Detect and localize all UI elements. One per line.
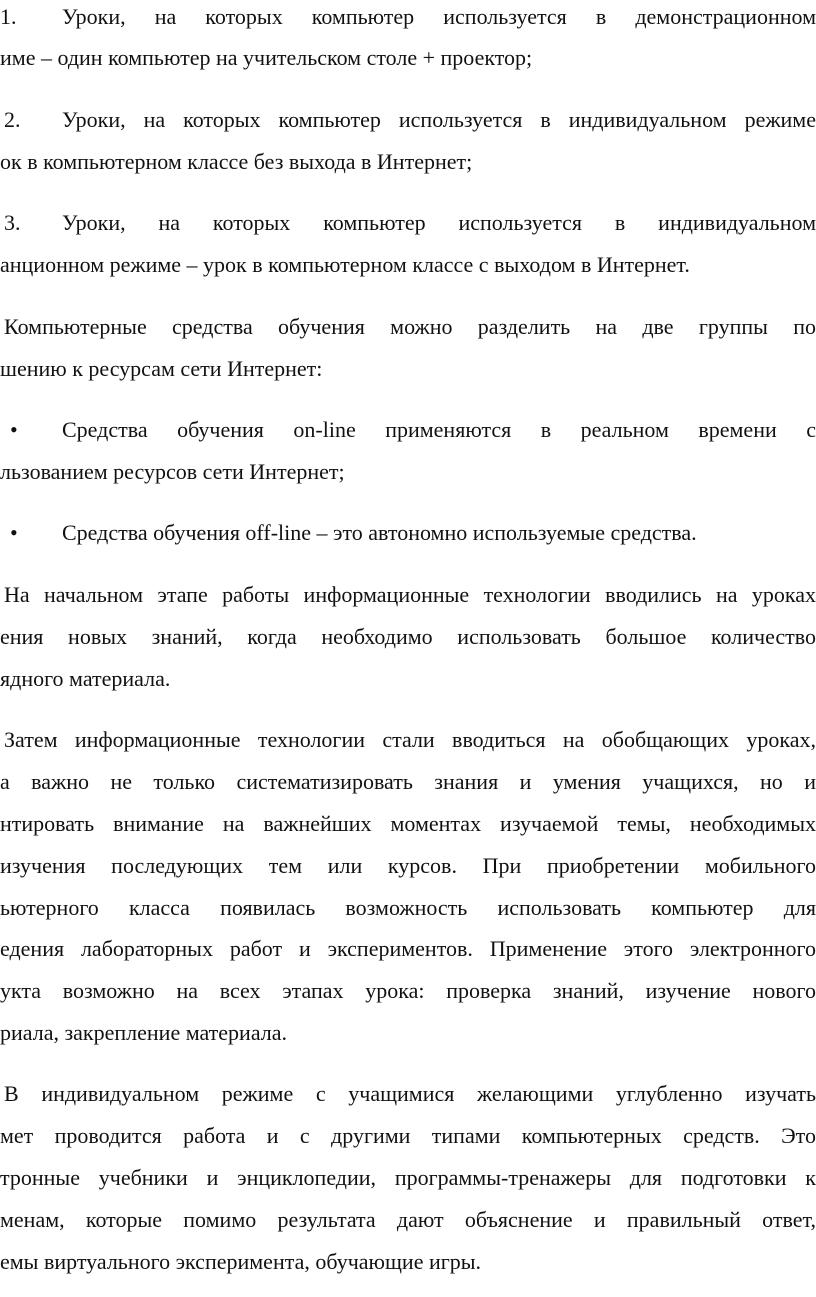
item-2-text-1: Уроки, на которых компьютер используется в индивидуальном режиме xyxy=(62,107,816,132)
para-individual-line-2: мет проводится работа и с другими типами компьютерных средств. Это xyxy=(0,1123,816,1148)
para-initial-line-3: ядного материала. xyxy=(0,666,171,691)
item-1-line-2: име – один компьютер на учительском столе + проектор; xyxy=(0,45,533,70)
para-then-line-7: укта возможно на всех этапах урока: проверка знаний, изучение нового xyxy=(0,978,816,1003)
item-1-text-1: Уроки, на которых компьютер используется в демонстрационном xyxy=(62,4,816,29)
para-then-line-8: риала, закрепление материала. xyxy=(0,1020,288,1045)
bullet-offline-line-1 xyxy=(0,516,816,550)
para-initial-line-1: На начальном этапе работы информационные технологии вводились на уроках xyxy=(4,582,816,607)
para-individual-line-1: В индивидуальном режиме с учащимися желающими углубленно изучать xyxy=(4,1081,816,1106)
item-2-line-1 xyxy=(0,103,816,137)
para-then-line-2: а важно не только систематизировать знания и умения учащихся, но и xyxy=(0,769,816,794)
item-2-number: 2. xyxy=(4,107,21,132)
item-1-line-1 xyxy=(0,0,816,34)
para-groups-line-1: Компьютерные средства обучения можно разделить на две группы по xyxy=(4,314,816,339)
item-3-number: 3. xyxy=(4,210,21,235)
item-1-number: 1. xyxy=(0,4,17,29)
para-groups-line-2: шению к ресурсам сети Интернет: xyxy=(0,356,323,381)
para-individual-line-5: емы виртуального эксперимента, обучающие игры. xyxy=(0,1249,482,1274)
bullet-online-text-1: Средства обучения on-line применяются в реальном времени с xyxy=(62,417,816,442)
item-2-line-2: ок в компьютерном классе без выхода в Интернет; xyxy=(0,149,473,174)
para-then-line-6: едения лабораторных работ и экспериментов. Применение этого электронного xyxy=(0,936,816,961)
para-then-line-1: Затем информационные технологии стали вводиться на обобщающих уроках, xyxy=(4,727,816,752)
bullet-online-line-1 xyxy=(0,413,816,447)
bullet-offline-marker: • xyxy=(10,520,18,545)
para-then-line-4: изучения последующих тем или курсов. При приобретении мобильного xyxy=(0,853,816,878)
para-then-line-5: ьютерного класса появилась возможность использовать компьютер для xyxy=(0,895,816,920)
para-initial-line-2: ения новых знаний, когда необходимо использовать большое количество xyxy=(0,624,816,649)
para-individual-line-3: тронные учебники и энциклопедии, программы-тренажеры для подготовки к xyxy=(0,1165,816,1190)
para-then-line-3: нтировать внимание на важнейших моментах изучаемой темы, необходимых xyxy=(0,811,816,836)
bullet-online-marker: • xyxy=(10,417,18,442)
bullet-online-line-2: льзованием ресурсов сети Интернет; xyxy=(0,459,345,484)
item-3-text-1: Уроки, на которых компьютер используется в индивидуальном xyxy=(62,210,816,235)
item-3-line-1 xyxy=(0,206,816,240)
bullet-offline-text-1: Средства обучения off-line – это автономно используемые средства. xyxy=(62,520,697,545)
item-3-line-2: анционном режиме – урок в компьютерном классе с выходом в Интернет. xyxy=(0,252,690,277)
para-individual-line-4: менам, которые помимо результата дают объяснение и правильный ответ, xyxy=(0,1207,816,1232)
